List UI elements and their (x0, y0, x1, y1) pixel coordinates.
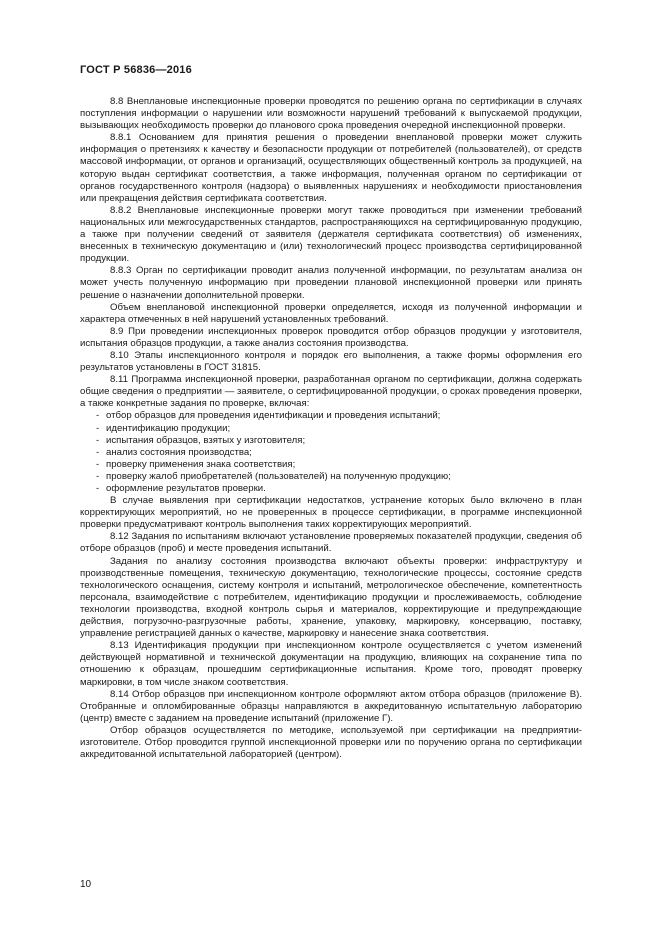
list-item (80, 423, 582, 435)
list-item (80, 483, 582, 495)
dash-bullet: - (96, 434, 100, 446)
paragraph-8-8: 8.8 Внеплановые инспекционные проверки проводятся по решению органа по сертификации в случаях поступления информации о нарушении или возможности нарушений требований к выпускаемой продукции, вызывающих необходимость проверки до планового срока проведения очередной инспекционной проверки. (80, 96, 582, 132)
list-item-text: проверку применения знака соответствия; (106, 458, 296, 470)
paragraph-production-analysis: Задания по анализу состояния производства включают объекты проверки: инфраструктуру и производственные помещения, техническую документацию, технологические процессы, состояние средств технологического оснащения, систему контроля и испытаний, метрологическое обеспечение, компетентность персонала, взаимодействие с потребителем, идентификацию продукции и прослеживаемость, соблюдение технологии производства, входной контроль сырья и материалов, корректирующие и предупреждающие действия, погрузочно-разгрузочные работы, хранение, упаковку, маркировку, консервацию, поставку, управление регистрацией данных о качестве, маркировку и нанесение знака соответствия. (80, 555, 582, 640)
dash-bullet: - (96, 410, 100, 422)
list-item (80, 410, 582, 422)
paragraph-8-12: 8.12 Задания по испытаниям включают установление проверяемых показателей продукции, сведения об отборе образцов (проб) и месте проведения испытаний. (80, 531, 582, 555)
paragraph-8-8-2: 8.8.2 Внеплановые инспекционные проверки могут также проводиться при изменении требований национальных или межгосударственных стандартов, распространяющихся на сертифицированную продукцию, а также при получении сведений от заявителя (держателя сертификата соответствия) об изменениях, внесенных в техническую документацию и (или) технологический процесс производства сертифицированной продукции. (80, 204, 582, 265)
dash-bullet: - (96, 483, 100, 494)
list-item-text: анализ состояния производства; (106, 446, 252, 458)
document-code-header: ГОСТ Р 56836—2016 (80, 64, 192, 76)
list-item (80, 447, 582, 459)
paragraph-8-8-1: 8.8.1 Основанием для принятия решения о проведении внеплановой проверки может служить информация о претензиях к качеству и безопасности продукции от потребителей (пользователей), от средств массовой информации, от органов и организаций, осуществляющих общественный контроль за продукцией, на которую выдан сертификат соответствия, а также информация, полученная органом по сертификации от органов государственного контроля (надзора) о выявленных нарушениях и необходимости приостановления или прекращения действия сертификата соответствия. (80, 132, 582, 204)
dash-bullet: - (96, 470, 100, 482)
paragraph-8-11: 8.11 Программа инспекционной проверки, разработанная органом по сертификации, должна содержать общие сведения о предприятии — заявителе, о сертифицированной продукции, о сроках проведения проверки, а также конкретные задания по проверке, включая: (80, 374, 582, 410)
document-body (80, 96, 582, 761)
inspection-tasks-list (80, 410, 582, 495)
list-item-text: испытания образцов, взятых у изготовителя; (106, 434, 306, 446)
paragraph-8-10: 8.10 Этапы инспекционного контроля и порядок его выполнения, а также формы оформления его результатов установлены в ГОСТ 31815. (80, 349, 582, 374)
paragraph-unscheduled-scope: Объем внеплановой инспекционной проверки определяется, исходя из полученной информации и характера отмеченных в ней нарушений установленных требований. (80, 301, 582, 325)
paragraph-8-9: 8.9 При проведении инспекционных проверок проводится отбор образцов продукции у изготовителя, испытания образцов продукции, а также анализ состояния производства. (80, 325, 582, 349)
page-number: 10 (80, 879, 92, 890)
list-item-text: идентификацию продукции; (106, 422, 231, 434)
dash-bullet: - (96, 446, 100, 458)
dash-bullet: - (96, 422, 100, 434)
list-item-text: оформление результатов проверки. (106, 483, 266, 494)
list-item (80, 459, 582, 471)
list-item-text: проверку жалоб приобретателей (пользователей) на полученную продукцию; (106, 470, 451, 482)
dash-bullet: - (96, 458, 100, 470)
list-item (80, 435, 582, 447)
paragraph-8-8-3: 8.8.3 Орган по сертификации проводит анализ полученной информации, по результатам анализа он может учесть полученную информацию при проведении плановой инспекционной проверки или принять решение о назначении дополнительной проверки. (80, 265, 582, 301)
paragraph-8-14: 8.14 Отбор образцов при инспекционном контроле оформляют актом отбора образцов (приложение В). Отобранные и опломбированные образцы направляются в аккредитованную испытательную лабораторию (центр) вместе с заданием на проведение испытаний (приложение Г). (80, 688, 582, 724)
list-item (80, 471, 582, 483)
paragraph-8-13: 8.13 Идентификация продукции при инспекционном контроле осуществляется с учетом изменений действующей нормативной и технической документации на продукцию, влияющих на сохранение типа по отношению к образцам, прошедшим сертификационные испытания. Кроме того, проводят проверку маркировки, в том числе знаком соответствия. (80, 640, 582, 688)
paragraph-corrective-actions: В случае выявления при сертификации недостатков, устранение которых было включено в план корректирующих мероприятий, но не проверенных в процессе сертификации, в программе инспекционной проверки предусматривают контроль выполнения таких корректирующих мероприятий. (80, 495, 582, 531)
list-item-text: отбор образцов для проведения идентификации и проведения испытаний; (106, 410, 441, 422)
paragraph-sampling-method: Отбор образцов осуществляется по методике, используемой при сертификации на предприятии-изготовителе. Отбор проводится группой инспекционной проверки или по поручению органа по сертификации аккредитованной испытательной лабораторией (центром). (80, 724, 582, 761)
